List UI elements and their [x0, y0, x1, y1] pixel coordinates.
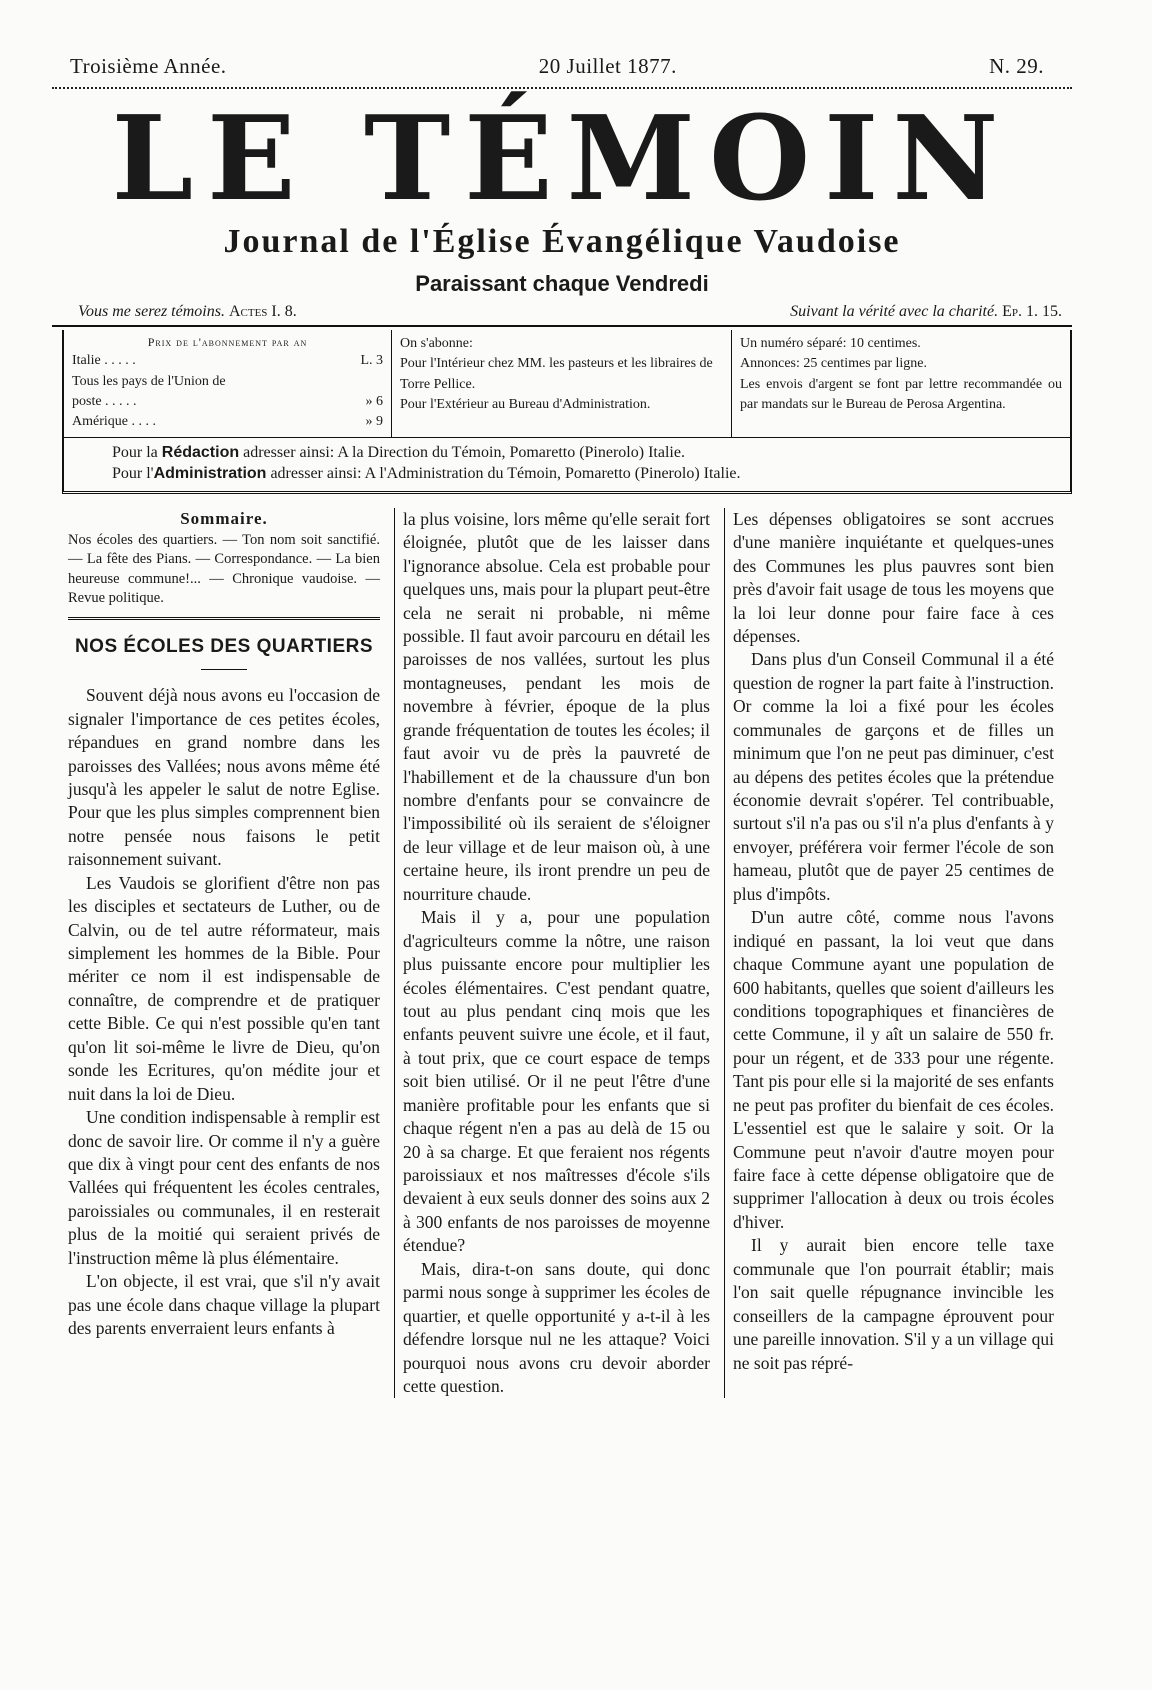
- sommaire-title: Sommaire.: [180, 508, 268, 528]
- issue-date: 20 Juillet 1877.: [538, 54, 677, 78]
- mottos: [52, 303, 1072, 321]
- title-dash: [201, 669, 247, 670]
- newspaper-title: LE TÉMOIN: [111, 91, 1013, 227]
- paragraph: Il y aurait bien encore telle taxe communale que l'on pourrait établir; mais l'on sait quelle répugnance invincible les conseillers de la campagne éprouvent pour une pareille innovation. S'il y a un village qui ne soit pas répré-: [733, 1235, 1054, 1373]
- paragraph: Souvent déjà nous avons eu l'occasion de signaler l'importance de ces petites écoles, répandues en grand nombre dans les paroisses des Vallées; nous avons même été jusqu'à les appeler le salut de notre Eglise. Pour que les plus simples comprennent bien notre pensée nous faisons le petit raisonnement suivant.: [68, 685, 380, 870]
- addresses: [62, 438, 1072, 494]
- paragraph: Dans plus d'un Conseil Communal il a été question de rogner la part faite à l'instruction. Or comme la loi a fixé pour les écoles communales de garçons et de filles un minimum que l'on ne peut pas diminuer, c'est au dépens des petites écoles que la prétendue économie devrait s'opérer. Tel contribuable, surtout s'il n'a pas ou s'il n'a plus d'enfants à y envoyer, préférera voir fermer l'école de son hameau, plutôt que de payer 25 centimes de plus d'impôts.: [733, 649, 1054, 904]
- publication-frequency: Paraissant chaque Vendredi: [415, 271, 709, 296]
- price-row: poste . . . . . » 6: [72, 393, 383, 409]
- subscription-notes: Un numéro séparé: 10 centimes. Annonces: 25 centimes par ligne. Les envois d'argent se font par lettre recommandée ou par mandats sur le Bureau de Perosa Argentina.: [732, 330, 1072, 437]
- redaction-address: Pour la Rédaction adresser ainsi: A la Direction du Témoin, Pomaretto (Pinerolo) Italie.: [112, 443, 685, 461]
- subscription-box: [62, 330, 1072, 438]
- motto-right: Suivant la vérité avec la charité. Ep. 1. 15.: [790, 303, 1062, 320]
- article-columns: [52, 508, 1072, 1399]
- newspaper-page: [52, 40, 1072, 1398]
- paragraph: Une condition indispensable à remplir est donc de savoir lire. Or comme il n'y a guère que dix à vingt pour cent des enfants de nos Vallées qui fréquentent les écoles centrales, paroissiales ou communales, il en resterait plus de la moitié qui seraient privés de l'instruction même là plus élémentaire.: [68, 1107, 380, 1268]
- price-row: Tous les pays de l'Union de: [72, 373, 226, 389]
- masthead: [52, 91, 1072, 297]
- subscription-prices: [62, 330, 392, 437]
- subscription-where: On s'abonne: Pour l'Intérieur chez MM. les pasteurs et les libraires de Torre Pellice. Pour l'Extérieur au Bureau d'Administration.: [392, 330, 732, 437]
- motto-left: Vous me serez témoins. Actes I. 8.: [78, 303, 297, 320]
- issue-year: Troisième Année.: [70, 54, 227, 78]
- paragraph: D'un autre côté, comme nous l'avons indiqué en passant, la loi veut que dans chaque Commune ayant une population de 600 habitants, quelles que soient d'ailleurs les conditions topographiques et financières de cette Commune, il y aît un salaire de 550 fr. pour un régent, et de 333 pour une régente. Tant pis pour elle si la majorité de ses enfants ne peut pas profiter du bienfait de ces écoles. L'essentiel est que le salaire y soit. Or la Commune peut n'avoir d'autre moyen pour faire face à cette dépense obligatoire que de supprimer l'allocation à deux ou trois écoles d'hiver.: [733, 907, 1054, 1232]
- paragraph: L'on objecte, il est vrai, que s'il n'y avait pas une école dans chaque village la plupart des parents enverraient leurs enfants à: [68, 1271, 380, 1339]
- sommaire-text: Nos écoles des quartiers. — Ton nom soit sanctifié. — La fête des Pians. — Correspondance. — La bien heureuse commune!... — Chronique vaudoise. — Revue politique.: [68, 531, 380, 607]
- box-top-rule: [52, 325, 1072, 327]
- newspaper-subtitle: Journal de l'Église Évangélique Vaudoise: [223, 223, 901, 260]
- administration-address: Pour l'Administration adresser ainsi: A l'Administration du Témoin, Pomaretto (Pinerolo) Italie.: [112, 465, 741, 483]
- column-2: [394, 508, 710, 1399]
- section-divider: [68, 617, 380, 620]
- article-title: NOS ÉCOLES DES QUARTIERS: [74, 635, 374, 657]
- paragraph: Les dépenses obligatoires se sont accrues d'une manière inquiétante et quelques-unes des Communes les plus pauvres sont bien près d'avoir fait usage de tous les moyens que la loi leur donne pour faire face à ces dépenses.: [733, 508, 1054, 646]
- paragraph: Les Vaudois se glorifient d'être non pas les disciples et sectateurs de Luther, ou de Calvin, ou de tel autre réformateur, mais simplement les hommes de la Bible. Pour mériter ce nom il est indispensable de connaître, de comprendre et de pratiquer cette Bible. Ce qui n'est possible qu'en tant qu'on lit soi-même le livre de Dieu, qu'on sonde les Ecritures, qu'on médite jour et nuit dans la loi de Dieu.: [68, 872, 380, 1104]
- prices-heading: Prix de l'abonnement par an: [147, 335, 308, 349]
- column-3: [724, 508, 1054, 1399]
- price-row: Amérique . . . . » 9: [72, 414, 383, 430]
- issue-info-line: [52, 40, 1072, 79]
- column-1: [68, 508, 380, 1399]
- paragraph: la plus voisine, lors même qu'elle serait fort éloignée, plutôt que de les laisser dans l'ignorance absolue. Cela est probable pour quelques uns, mais pour la plupart peut-être cela ne serait ni probable, ni même possible. Il faut avoir parcouru en détail les paroisses de nos vallées, surtout les plus montagneuses, pendant les mois de novembre à février, époque de la plus grande fréquentation de toutes les écoles; il faut avoir vu de près la pauvreté de l'habillement et de la chaussure d'un bon nombre d'enfants pour se convaincre de l'impossibilité où ils seraient de s'éloigner de leur village et de leur maison où, à une certaine heure, ils iront prendre un peu de nourriture chaude.: [403, 508, 710, 904]
- price-row: Italie . . . . . L. 3: [72, 353, 383, 369]
- paragraph: Mais, dira-t-on sans doute, qui donc parmi nous songe à supprimer les écoles de quartier, et quelle opportunité y a-t-il à les défendre lorsque nul ne les attaque? Voici pourquoi nous avons cru devoir aborder cette question.: [403, 1258, 710, 1396]
- issue-number: N. 29.: [989, 54, 1044, 78]
- paragraph: Mais il y a, pour une population d'agriculteurs comme la nôtre, une raison plus puissante encore pour multiplier les écoles élémentaires. C'est pendant quatre, tout au plus pendant cinq mois que les enfants peuvent suivre une école, et il faut, à tout prix, que ce court espace de temps soit bien utilisé. Or il ne peut l'être d'une manière profitable pour les enfants que si chaque régent n'en a pas au delà de 15 ou 20 à sa charge. Et que feraient nos régents paroissiaux et nos maîtresses d'école s'ils devaient à eux seuls donner des soins aux 2 à 300 enfants de nos paroisses de moyenne étendue?: [403, 907, 710, 1256]
